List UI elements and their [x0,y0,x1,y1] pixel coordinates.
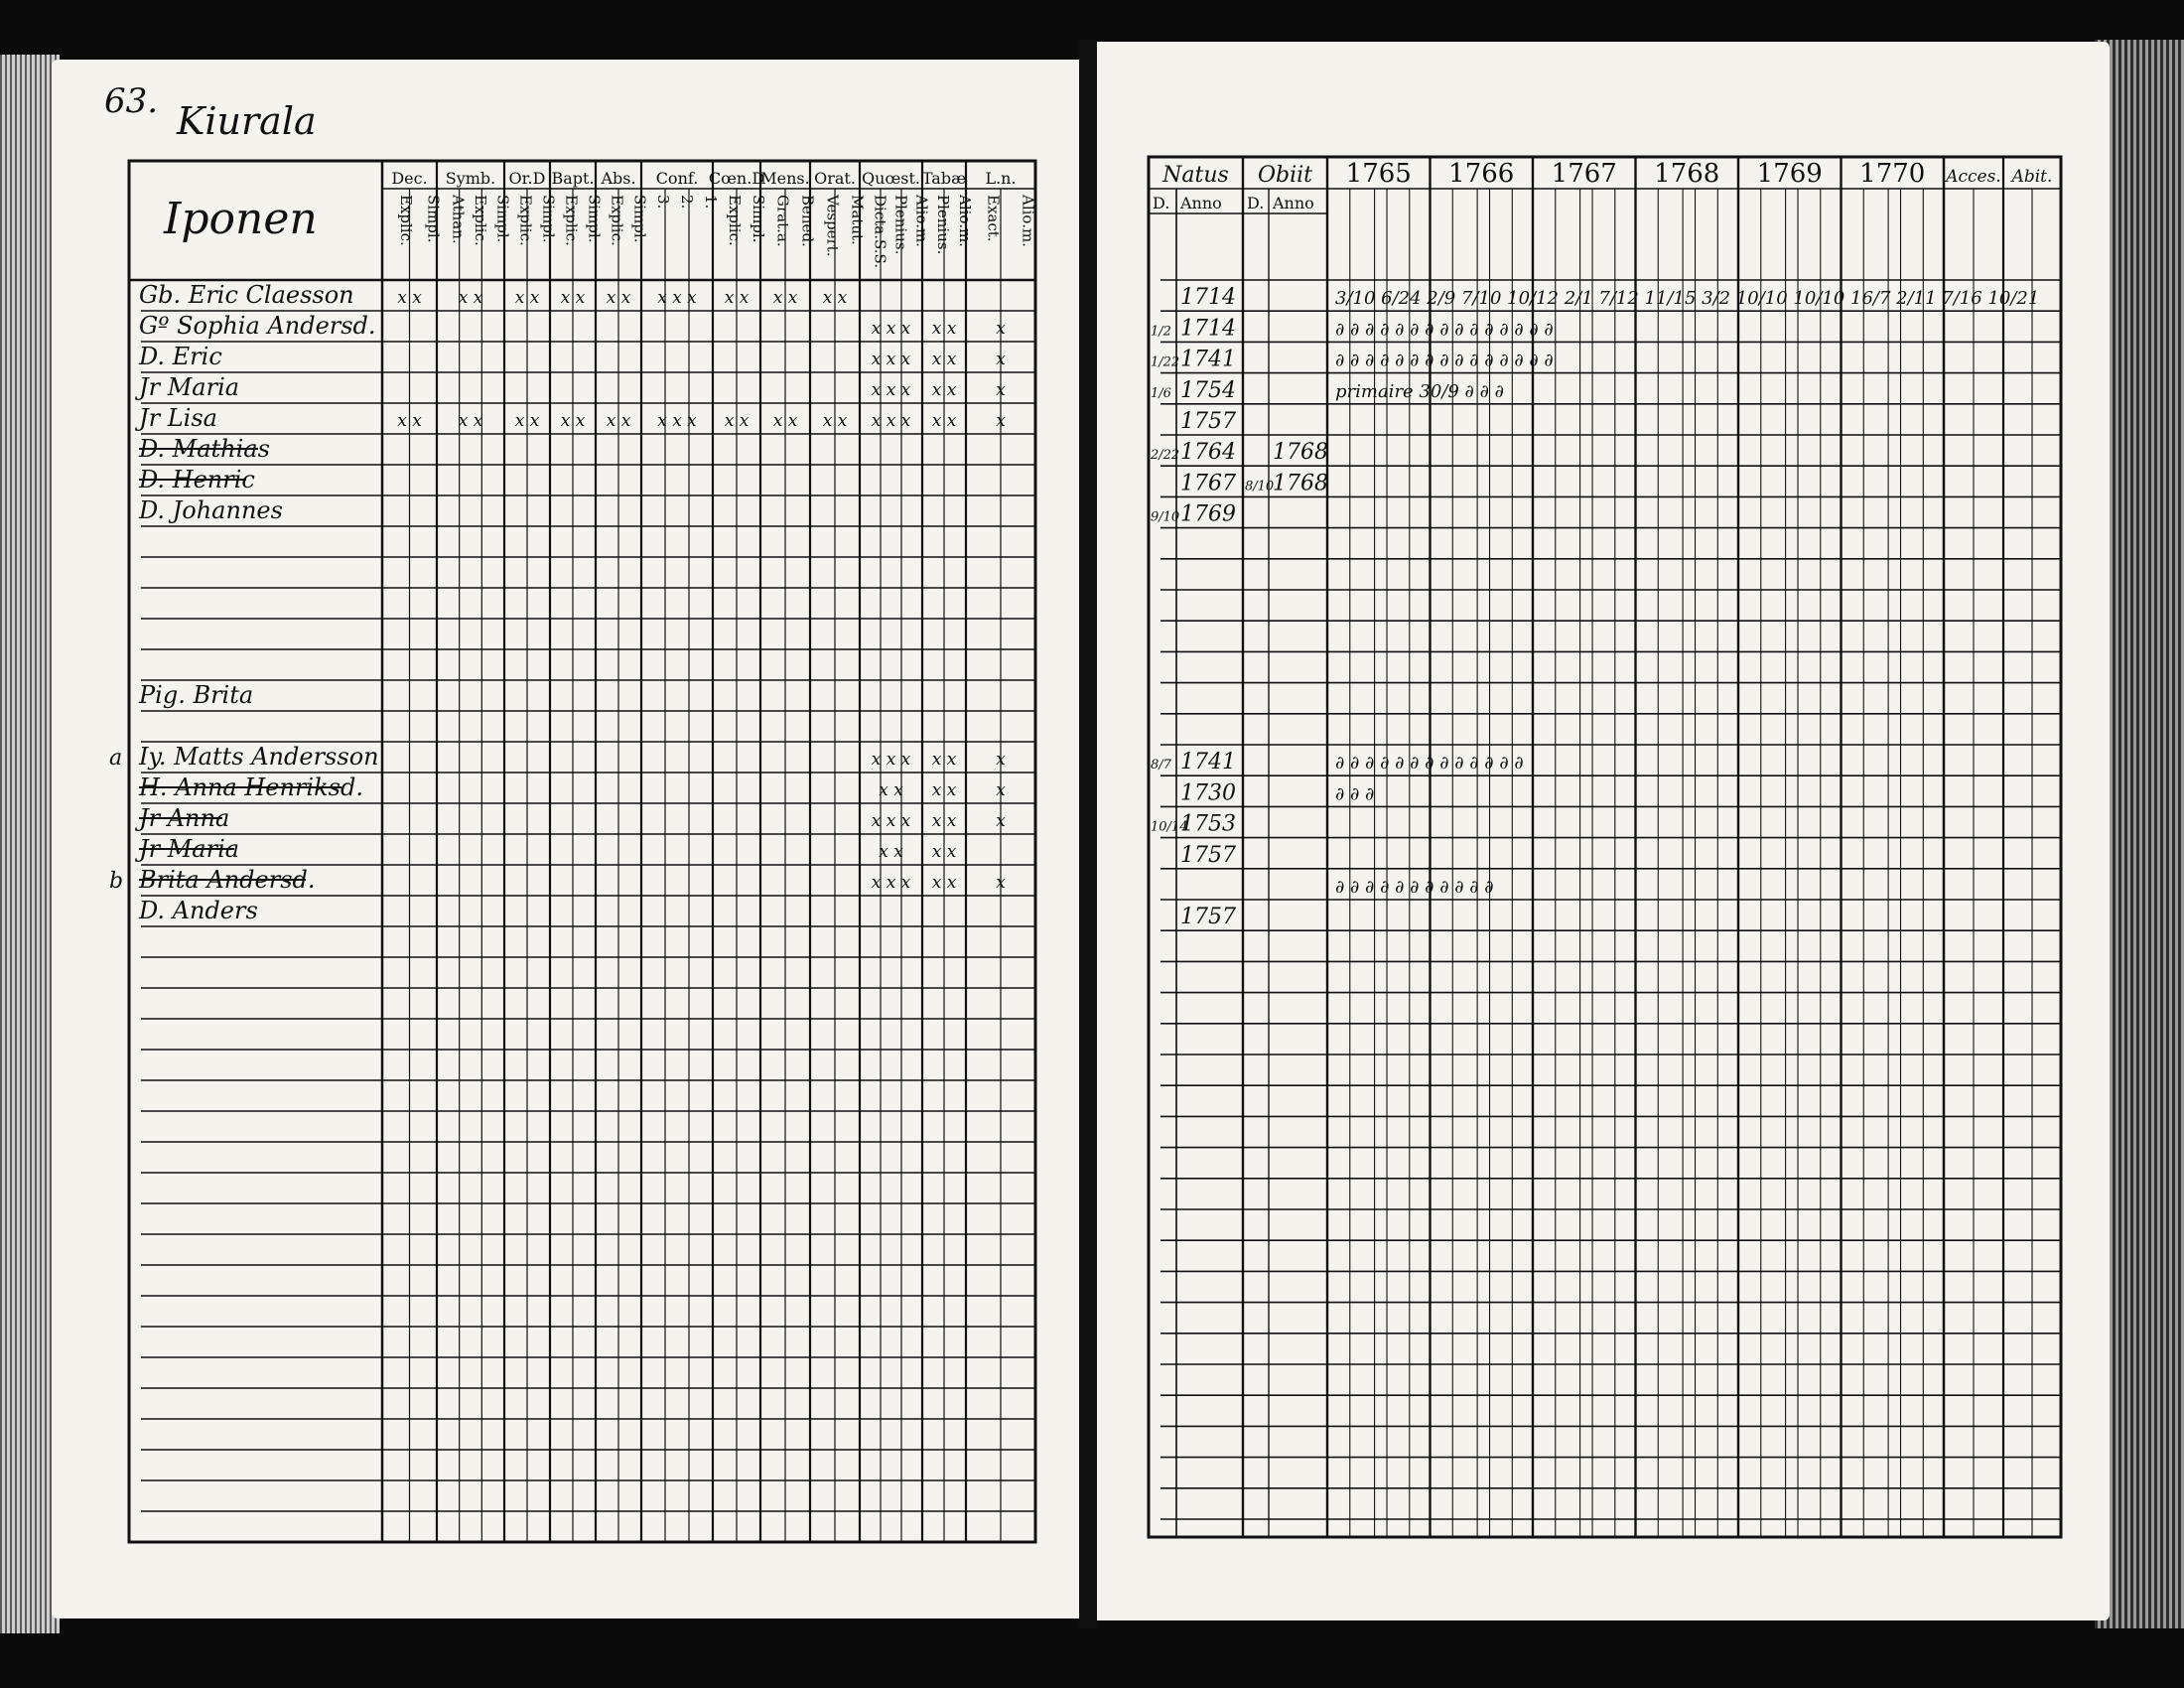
column-sub-label: Simpl. [750,195,767,243]
exam-mark: x x [772,288,798,308]
natus-year: 1753 [1180,811,1236,837]
column-group-label: Quœst. [862,169,920,188]
column-group-label: Symb. [445,169,496,188]
column-sub-label: Alio.m. [1019,195,1037,247]
exam-mark: x x [772,411,798,431]
side-letter: b [109,869,124,894]
column-group-label: Dec. [391,169,428,188]
exam-mark: x x [931,873,957,893]
column-sub-label: Simpl. [630,195,649,243]
column-group-label: Conf. [655,169,699,188]
column-group-label: Cœn.D [708,169,765,188]
column-group-label: Bapt. [551,169,595,188]
natus-year: 1757 [1180,905,1236,930]
right-table [1149,157,2061,1537]
visit-marks: ∂ ∂ ∂ ∂ ∂ ∂ ∂ ∂ ∂ ∂ ∂ ∂ ∂ ∂ ∂ [1335,319,1554,341]
visit-marks: ∂ ∂ ∂ [1335,783,1375,805]
column-sub-label: Athan. [449,195,468,244]
exam-mark: x x [606,288,631,308]
exam-mark: x x [514,288,540,308]
exam-mark: x x [822,411,848,431]
natus-year: 1754 [1180,377,1236,403]
column-sub-label: Alio.m. [956,195,974,247]
column-group-label: Abs. [601,169,636,188]
exam-mark: x x x [871,811,911,831]
natus-year: 1741 [1180,750,1236,775]
natus-day-header: D. [1153,194,1170,212]
column-sub-label: Bened. [798,195,817,247]
name-column-header: Iponen [164,194,318,244]
person-name: D. Johannes [139,496,283,524]
exam-mark: x x x [871,380,911,400]
person-name: D. Anders [139,897,258,924]
column-sub-label: Simpl. [585,195,604,243]
exam-mark: x x [879,842,903,862]
exam-mark: x [996,380,1006,400]
year-header: 1766 [1448,159,1515,189]
exam-mark: x x x [871,750,911,770]
exam-mark: x x x [871,319,911,339]
year-header: 1767 [1551,159,1617,189]
column-sub-label: Exact. [984,195,1003,242]
exam-mark: x x [606,411,631,431]
column-sub-label: Explic. [516,195,535,246]
obiit-day-header: D. [1247,194,1265,212]
natus-day: 1/6 [1151,385,1171,401]
exam-mark: x x [931,750,957,770]
exam-mark: x x [931,350,957,369]
page-number: 63. [104,81,159,121]
exam-mark: x x [931,811,957,831]
column-sub-label: Explic. [396,195,415,246]
natus-year: 1741 [1180,347,1236,372]
natus-year-header: Anno [1180,194,1222,212]
year-header: 1765 [1345,159,1412,189]
natus-header: Natus [1162,163,1229,188]
accessit-header: Acces. [1946,167,2001,187]
column-group-label: Or.D [508,169,546,188]
person-name: Iy. Matts Andersson [139,743,379,771]
natus-year: 1757 [1180,409,1236,434]
exam-mark: x x [822,288,848,308]
obiit-year-header: Anno [1273,194,1314,212]
natus-year: 1714 [1180,316,1236,342]
natus-day: 10/14 [1151,819,1188,835]
person-name: Jr Lisa [139,404,217,432]
person-name: Gº Sophia Andersd. [139,312,376,340]
natus-day: 9/10 [1151,509,1180,525]
column-sub-label: Alio.m. [912,195,931,247]
obiit-year: 1768 [1273,440,1328,466]
column-group-label: Mens. [760,169,810,188]
year-header: 1770 [1859,159,1926,189]
person-name: D. Eric [139,343,222,370]
year-header: 1769 [1756,159,1823,189]
column-sub-label: Explic. [726,195,744,246]
exam-mark: x x [931,380,957,400]
person-name: Pig. Brita [139,681,254,709]
exam-mark: x x [931,411,957,431]
natus-year: 1730 [1180,780,1236,806]
exam-mark: x x [458,288,483,308]
column-sub-label: Plenius. [891,195,910,255]
side-letter: a [109,746,123,771]
village-name: Kiurala [177,99,317,143]
natus-year: 1714 [1180,285,1236,311]
exam-mark: x x x [871,873,911,893]
person-name: Jr Anna [139,804,230,832]
column-sub-label: Explic. [562,195,581,246]
exam-mark: x x [397,411,422,431]
natus-year: 1767 [1180,471,1236,496]
exam-mark: x [996,319,1006,339]
column-sub-label: Simpl. [493,195,512,243]
abiit-header: Abit. [2011,167,2053,187]
natus-day: 8/7 [1151,758,1171,774]
person-name: Jr Maria [139,835,240,863]
visit-marks: primaire 30/9 ∂ ∂ ∂ [1335,380,1504,402]
column-sub-label: Grat.a. [773,195,792,247]
person-name: Gb. Eric Claesson [139,281,354,309]
exam-mark: x x [560,288,586,308]
exam-mark: x x x [871,350,911,369]
column-sub-label: Vespert. [823,195,842,257]
obiit-day: 8/10 [1245,479,1275,494]
person-name: D. Mathias [139,435,270,463]
column-sub-label: Explic. [472,195,489,246]
column-group-label: Tabæ [921,169,967,188]
right-table-border [1149,157,2061,1537]
exam-mark: x x [724,411,750,431]
column-group-label: L.n. [985,169,1017,188]
visit-marks: 3/10 6/24 2/9 7/10 10/12 2/1 7/12 11/15 3/2 10/10 10/10 16/7 2/11 7/16 10/21 [1335,288,2040,310]
natus-year: 1757 [1180,842,1236,868]
natus-day: 2/22 [1151,448,1180,464]
person-name: H. Anna Henriksd. [139,774,363,801]
exam-mark: x x [931,319,957,339]
column-sub-label: 1. [702,195,720,210]
column-group-label: Orat. [814,169,856,188]
visit-marks: ∂ ∂ ∂ ∂ ∂ ∂ ∂ ∂ ∂ ∂ ∂ [1335,877,1494,898]
exam-mark: x [996,780,1006,800]
visit-marks: ∂ ∂ ∂ ∂ ∂ ∂ ∂ ∂ ∂ ∂ ∂ ∂ ∂ ∂ ∂ [1335,350,1554,371]
exam-mark: x x [879,780,903,800]
exam-mark: x x x [657,411,697,431]
natus-year: 1764 [1180,440,1236,466]
exam-mark: x [996,411,1006,431]
exam-mark: x x x [871,411,911,431]
obiit-year: 1768 [1273,471,1328,496]
person-name: D. Henric [139,466,255,493]
column-sub-label: 3. [654,195,672,210]
column-sub-label: 2. [678,195,696,210]
exam-mark: x [996,873,1006,893]
exam-mark: x x [724,288,750,308]
column-sub-label: Simpl. [424,195,443,243]
column-sub-label: Explic. [608,195,626,246]
exam-mark: x x [397,288,422,308]
natus-day: 1/2 [1151,324,1171,340]
natus-day: 1/22 [1151,354,1180,370]
obiit-header: Obiit [1257,163,1313,188]
exam-mark: x x [514,411,540,431]
visit-marks: ∂ ∂ ∂ ∂ ∂ ∂ ∂ ∂ ∂ ∂ ∂ ∂ ∂ [1335,753,1524,774]
exam-mark: x x x [657,288,697,308]
person-name: Brita Andersd. [139,866,316,894]
exam-mark: x [996,750,1006,770]
column-sub-label: Matut. [848,195,867,245]
exam-mark: x [996,811,1006,831]
natus-year: 1769 [1180,501,1236,527]
exam-mark: x x [560,411,586,431]
year-header: 1768 [1654,159,1720,189]
person-name: Jr Maria [139,373,240,401]
exam-mark: x [996,350,1006,369]
left-table [109,161,1037,1542]
exam-mark: x x [458,411,483,431]
column-sub-label: Simpl. [539,195,558,243]
column-sub-label: Dicta.S.S. [871,195,889,268]
exam-mark: x x [931,842,957,862]
column-sub-label: Plenius. [934,195,952,255]
exam-mark: x x [931,780,957,800]
